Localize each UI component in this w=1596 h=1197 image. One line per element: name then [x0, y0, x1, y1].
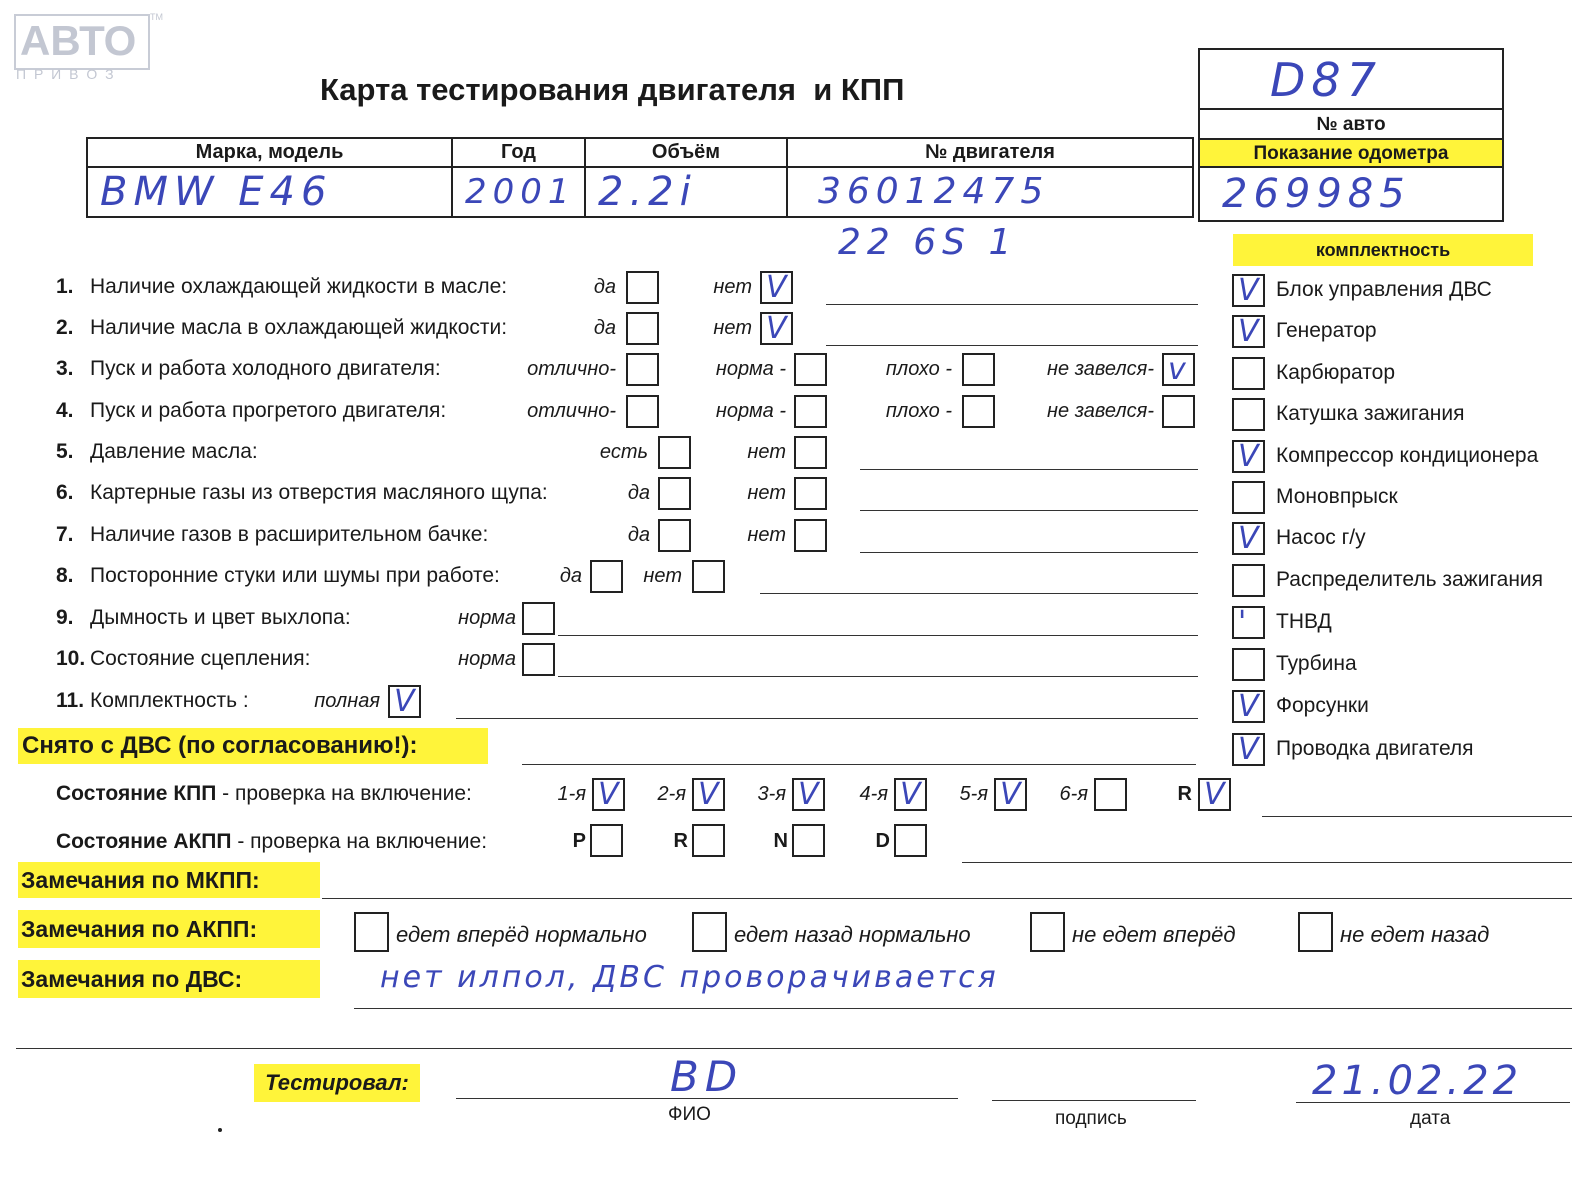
completeness-checkbox-9[interactable] [1232, 648, 1265, 681]
logo-main: АВТО [20, 17, 137, 64]
completeness-checkbox-8-mark: ' [1238, 605, 1247, 640]
akpp-remark-option-label: едет вперёд нормально [396, 922, 647, 947]
check-label: Картерные газы из отверстия масляного щупа: [90, 481, 548, 504]
kpp-gear-1-checkbox-mark: V [698, 777, 719, 812]
akpp-remark-checkbox-3[interactable] [1298, 912, 1333, 952]
odometer-value: 269985 [1222, 171, 1411, 217]
check-option-label: нет [747, 482, 786, 504]
column-engine-number: № двигателя [925, 141, 1055, 163]
kpp-label-bold: Состояние КПП [56, 782, 217, 805]
stray-dot [218, 1128, 222, 1132]
kpp-gear-4-checkbox[interactable] [994, 778, 1027, 811]
value-engine-number: 36012475 [818, 171, 1050, 212]
auto-number: D87 [1200, 50, 1502, 110]
check-option-label: полная [314, 690, 380, 712]
completeness-checkbox-8[interactable] [1232, 606, 1265, 639]
completeness-checkbox-4-mark: V [1238, 439, 1259, 474]
kpp-gear-5-checkbox[interactable] [1094, 778, 1127, 811]
kpp-gear-label: R [1177, 783, 1192, 805]
completeness-checkbox-10[interactable] [1232, 690, 1265, 723]
engine-number-extra: 22 6S 1 [838, 222, 1018, 263]
completeness-checkbox-6[interactable] [1232, 522, 1265, 555]
kpp-gear-label: 3-я [757, 783, 786, 805]
kpp-label-rest: - проверка на включение: [216, 782, 472, 805]
kpp-note-line [1262, 816, 1572, 817]
akpp-remark-option-label: едет назад нормально [734, 922, 971, 947]
check-label: Наличие газов в расширительном бачке: [90, 523, 489, 546]
kpp-gear-6-checkbox[interactable] [1198, 778, 1231, 811]
completeness-item-label: Катушка зажигания [1276, 402, 1465, 425]
check-option-label: да [627, 482, 650, 504]
check-10-note-line [558, 676, 1198, 677]
date-value: 21.02.22 [1312, 1058, 1523, 1104]
completeness-title: комплектность [1233, 234, 1533, 266]
check-4-option-1-checkbox[interactable] [794, 395, 827, 428]
check-option-label: да [559, 565, 582, 587]
completeness-checkbox-1-mark: V [1238, 314, 1259, 349]
auto-box [1198, 48, 1504, 222]
check-label: Посторонние стуки или шумы при работе: [90, 564, 500, 587]
completeness-item-label: ТНВД [1276, 610, 1332, 633]
completeness-checkbox-2[interactable] [1232, 357, 1265, 390]
akpp-gear-2-checkbox[interactable] [792, 824, 825, 857]
check-number: 1. [56, 275, 74, 298]
check-number: 2. [56, 316, 74, 339]
signature-label: подпись [1055, 1108, 1127, 1129]
check-8-option-0-checkbox[interactable] [590, 560, 623, 593]
completeness-item-label: Карбюратор [1276, 361, 1396, 384]
akpp-gear-3-checkbox[interactable] [894, 824, 927, 857]
check-2-note-line [826, 345, 1198, 346]
check-option-label: нет [747, 524, 786, 546]
column-make-model: Марка, модель [195, 141, 344, 163]
check-8-note-line [760, 593, 1198, 594]
check-2-option-1-checkbox[interactable] [760, 312, 793, 345]
check-10-option-0-checkbox[interactable] [522, 643, 555, 676]
completeness-checkbox-4[interactable] [1232, 440, 1265, 473]
check-option-label: плохо - [885, 400, 952, 422]
check-3-option-0-checkbox[interactable] [626, 353, 659, 386]
check-4-option-0-checkbox[interactable] [626, 395, 659, 428]
kpp-gear-3-checkbox[interactable] [894, 778, 927, 811]
logo-sub: П Р И В О З [16, 66, 116, 82]
check-2-option-1-checkbox-mark: V [766, 311, 787, 346]
completeness-item-label: Распределитель зажигания [1276, 568, 1544, 591]
date-label: дата [1410, 1108, 1451, 1129]
check-11-note-line [456, 718, 1198, 719]
akpp-gear-label: P [572, 830, 586, 852]
check-option-label: отлично- [527, 400, 616, 422]
check-option-label: есть [599, 441, 648, 463]
completeness-item-label: Блок управления ДВС [1276, 278, 1492, 301]
akpp-gear-label: R [673, 830, 688, 852]
check-number: 8. [56, 564, 74, 587]
akpp-gear-1-checkbox[interactable] [692, 824, 725, 857]
check-7-option-1-checkbox[interactable] [794, 519, 827, 552]
completeness-checkbox-1[interactable] [1232, 315, 1265, 348]
kpp-gear-0-checkbox-mark: V [598, 777, 619, 812]
check-1-option-1-checkbox[interactable] [760, 271, 793, 304]
akpp-gear-label: D [875, 830, 890, 852]
fio-label: ФИО [668, 1104, 711, 1125]
check-number: 3. [56, 357, 74, 380]
check-6-note-line [860, 510, 1198, 511]
check-number: 10. [56, 647, 86, 670]
check-option-label: норма - [715, 358, 786, 380]
value-volume: 2.2i [598, 169, 697, 215]
value-make-model: BMW E46 [100, 169, 333, 215]
check-4-option-2-checkbox[interactable] [962, 395, 995, 428]
check-label: Комплектность : [90, 689, 249, 712]
check-1-option-0-checkbox[interactable] [626, 271, 659, 304]
check-3-option-1-checkbox[interactable] [794, 353, 827, 386]
check-label: Пуск и работа холодного двигателя: [90, 357, 441, 380]
completeness-item-label: Генератор [1276, 319, 1377, 342]
akpp-remark-checkbox-2[interactable] [1030, 912, 1065, 952]
logo-tm: TM [150, 12, 163, 22]
check-2-option-0-checkbox[interactable] [626, 312, 659, 345]
page-title: Карта тестирования двигателя и КПП [320, 72, 905, 107]
check-label: Дымность и цвет выхлопа: [90, 606, 351, 629]
column-year: Год [501, 141, 536, 163]
remarks-dvs-text: нет илпол, ДВС проворачивается [380, 960, 999, 995]
check-7-note-line [860, 552, 1198, 553]
kpp-gear-label: 5-я [959, 783, 988, 805]
check-1-option-1-checkbox-mark: V [766, 270, 787, 305]
check-5-option-0-checkbox[interactable] [658, 436, 691, 469]
check-option-label: нет [643, 565, 682, 587]
check-5-option-1-checkbox[interactable] [794, 436, 827, 469]
check-option-label: нет [713, 317, 752, 339]
signature-line [992, 1100, 1196, 1101]
check-1-note-line [826, 304, 1198, 305]
completeness-item-label: Проводка двигателя [1276, 737, 1474, 760]
completeness-checkbox-3[interactable] [1232, 398, 1265, 431]
kpp-gear-1-checkbox[interactable] [692, 778, 725, 811]
logo [14, 12, 163, 70]
value-year: 2001 [465, 172, 576, 212]
removed-label: Снято с ДВС (по согласованию!): [18, 728, 488, 764]
check-3-option-2-checkbox[interactable] [962, 353, 995, 386]
kpp-gear-4-checkbox-mark: V [1000, 777, 1021, 812]
akpp-remark-option-label: не едет назад [1340, 922, 1490, 947]
akpp-remark-option-label: не едет вперёд [1072, 922, 1236, 947]
check-label: Наличие масла в охлаждающей жидкости: [90, 316, 508, 339]
completeness-item-label: Компрессор кондиционера [1276, 444, 1539, 467]
kpp-gear-label: 4-я [859, 783, 888, 805]
check-4-option-3-checkbox[interactable] [1162, 395, 1195, 428]
check-11-option-0-checkbox[interactable] [388, 685, 421, 718]
check-label: Состояние сцепления: [90, 647, 311, 670]
completeness-checkbox-5[interactable] [1232, 481, 1265, 514]
completeness-checkbox-0-mark: V [1238, 273, 1259, 308]
check-number: 11. [56, 689, 85, 712]
check-number: 9. [56, 606, 74, 629]
completeness-checkbox-10-mark: V [1238, 689, 1259, 724]
check-option-label: да [627, 524, 650, 546]
kpp-label [56, 782, 472, 806]
completeness-checkbox-11[interactable] [1232, 733, 1265, 766]
completeness-item-label: Моновпрыск [1276, 485, 1398, 508]
check-number: 5. [56, 440, 74, 463]
check-label: Наличие охлаждающей жидкости в масле: [90, 275, 508, 298]
akpp-label [56, 830, 487, 854]
check-number: 6. [56, 481, 74, 504]
check-option-label: нет [713, 276, 752, 298]
remarks-dvs-line [354, 1008, 1572, 1009]
odometer-label: Показание одометра [1200, 140, 1502, 168]
kpp-gear-3-checkbox-mark: V [900, 777, 921, 812]
check-label: Пуск и работа прогретого двигателя: [90, 399, 447, 422]
check-option-label: плохо - [885, 358, 952, 380]
removed-line [522, 764, 1196, 765]
check-9-option-0-checkbox[interactable] [522, 602, 555, 635]
fio-value: BD [670, 1052, 744, 1101]
completeness-checkbox-7[interactable] [1232, 564, 1265, 597]
completeness-checkbox-0[interactable] [1232, 274, 1265, 307]
akpp-gear-0-checkbox[interactable] [590, 824, 623, 857]
check-3-option-3-checkbox[interactable] [1162, 353, 1195, 386]
check-11-option-0-checkbox-mark: V [394, 684, 415, 719]
akpp-remark-checkbox-1[interactable] [692, 912, 727, 952]
check-9-note-line [558, 635, 1198, 636]
akpp-remark-checkbox-0[interactable] [354, 912, 389, 952]
completeness-item-label: Форсунки [1276, 694, 1369, 717]
tested-label: Тестировал: [254, 1064, 420, 1102]
remarks-mkpp-line [322, 898, 1572, 899]
remarks-akpp-label: Замечания по АКПП: [18, 910, 320, 948]
check-6-option-0-checkbox[interactable] [658, 477, 691, 510]
akpp-label-bold: Состояние АКПП [56, 830, 232, 853]
kpp-gear-label: 2-я [657, 783, 686, 805]
kpp-gear-6-checkbox-mark: V [1204, 777, 1225, 812]
check-option-label: не завелся- [1047, 400, 1154, 422]
check-option-label: норма - [715, 400, 786, 422]
vehicle-header-table [86, 137, 1194, 218]
check-option-label: отлично- [527, 358, 616, 380]
completeness-checkbox-6-mark: V [1238, 521, 1259, 556]
check-option-label: не завелся- [1047, 358, 1154, 380]
check-3-option-3-checkbox-mark: v [1168, 352, 1186, 387]
check-5-note-line [860, 469, 1198, 470]
kpp-gear-2-checkbox-mark: V [798, 777, 819, 812]
check-8-option-1-checkbox[interactable] [692, 560, 725, 593]
remarks-mkpp-label: Замечания по МКПП: [18, 862, 320, 898]
check-option-label: норма [458, 648, 516, 670]
fio-line [456, 1098, 958, 1099]
akpp-gear-label: N [773, 830, 788, 852]
auto-number-label: № авто [1200, 110, 1502, 140]
date-line [1296, 1102, 1570, 1103]
check-6-option-1-checkbox[interactable] [794, 477, 827, 510]
check-option-label: да [593, 317, 616, 339]
kpp-gear-label: 6-я [1059, 783, 1088, 805]
completeness-item-label: Насос г/у [1276, 526, 1366, 549]
check-option-label: норма [458, 607, 516, 629]
check-label: Давление масла: [90, 440, 258, 463]
kpp-gear-2-checkbox[interactable] [792, 778, 825, 811]
check-option-label: нет [747, 441, 786, 463]
completeness-checkbox-11-mark: V [1238, 732, 1259, 767]
column-volume: Объём [651, 141, 721, 163]
check-number: 4. [56, 399, 74, 422]
akpp-label-rest: - проверка на включение: [231, 830, 488, 853]
kpp-gear-label: 1-я [557, 783, 586, 805]
check-option-label: да [593, 276, 616, 298]
remarks-dvs-label: Замечания по ДВС: [18, 960, 320, 998]
check-7-option-0-checkbox[interactable] [658, 519, 691, 552]
check-number: 7. [56, 523, 74, 546]
completeness-item-label: Турбина [1276, 652, 1357, 675]
akpp-note-line [962, 862, 1572, 863]
remarks-extra-line [16, 1048, 1572, 1049]
kpp-gear-0-checkbox[interactable] [592, 778, 625, 811]
